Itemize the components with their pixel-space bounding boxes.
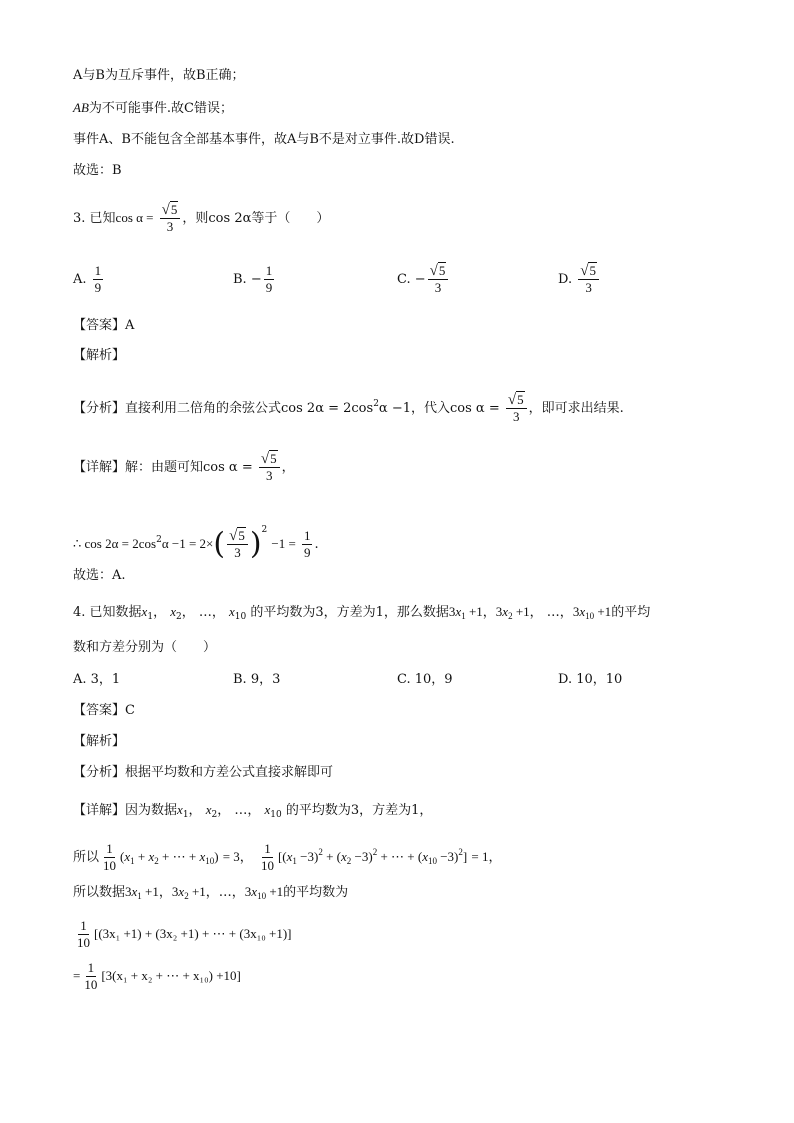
option-label: A. xyxy=(73,272,87,287)
q3-given-den: 3 xyxy=(166,219,174,234)
q4-so-line: 所以 $\frac{1}{10}$ ($x_1 + x_2$ + ⋯ + $x_{10}) = 3$， $\frac{1}{10}$ [$(x_1 -3)^2 + (x_2 -3)^2$ + ⋯ + $(x_{10} -3)^2] = 1$， xyxy=(73,841,502,873)
answer-tag: 【答案】 xyxy=(73,703,126,718)
option-label: D. xyxy=(558,272,573,287)
option-a-num: 1 xyxy=(94,263,102,278)
q4-stem-1: 4. 已知数据 xyxy=(73,605,142,620)
so-text: 所以 xyxy=(73,850,100,865)
calc-end: −1 = xyxy=(271,536,296,551)
line-d-wrong: 事件A、B不能包含全部基本事件，故A与B不是对立事件.故D错误. xyxy=(73,132,455,147)
q4-stem-2: 的平均数为3，方差为1，那么数据 xyxy=(250,605,449,620)
answer-tag: 【答案】 xyxy=(73,318,126,333)
calc-prefix: ∴ cos 2α = 2cos xyxy=(73,536,157,551)
q3-option-c: C. − $\frac{√5}{3}$ xyxy=(397,262,450,298)
line-b-correct: A与B为互斥事件，故B正确； xyxy=(73,68,245,83)
q4-option-d: D. 10，10 xyxy=(558,672,623,687)
q4-detail: 【详解】因为数据$x_1$， $x_2$， …， $x_{10}$ 的平均数为3，方差为1， xyxy=(73,802,433,820)
frac-den-2: 10 xyxy=(260,858,274,873)
q3-given-fraction: $\frac{√5}{3}$ xyxy=(160,202,181,235)
frac-num: 1 xyxy=(106,841,113,856)
q3-cos-label: cos α = xyxy=(115,210,154,225)
q4-so2-line: 所以数据$3x_1 +1$，$3x_2 +1$，…，$3x_{10} +1$的平均数为 xyxy=(73,884,349,901)
fenxi-text-2: α −1，代入cos α = xyxy=(378,401,500,416)
fenxi-text: 根据平均数和方差公式直接求解即可 xyxy=(125,765,334,780)
line-c-text: 为不可能事件.故C错误； xyxy=(88,101,233,116)
calc-result-num: 1 xyxy=(303,528,311,543)
option-a-den: 9 xyxy=(94,280,102,295)
q3-stem-suffix: ，则cos 2α等于（ ） xyxy=(182,211,330,226)
q4-stem-line-1: 4. 已知数据$x_1$， $x_2$， …， $x_{10}$ 的平均数为3，方差为1，那么数据$3x_1 +1$，$3x_2 +1$， …，$3x_{10} +1$的平均 xyxy=(73,604,651,622)
q4-fenxi xyxy=(73,763,333,783)
detail-text-2: 的平均数为3，方差为1， xyxy=(285,803,433,818)
line-c-wrong xyxy=(73,98,233,119)
q4-stem-3: 的平均 xyxy=(611,605,651,620)
detail-end: ， xyxy=(281,460,295,475)
q3-conclusion: 故选：A. xyxy=(73,568,126,583)
detail-den: 3 xyxy=(265,468,273,483)
expr1-num: 1 xyxy=(80,918,87,933)
option-b-den: 9 xyxy=(265,280,273,295)
frac-den: 10 xyxy=(103,858,117,873)
q3-answer xyxy=(73,316,134,336)
option-c-radicand: 5 xyxy=(438,263,446,278)
expr2-den: 10 xyxy=(84,977,98,992)
option-d-radicand: 5 xyxy=(589,263,596,278)
q4-expr-2 xyxy=(73,956,241,997)
so-eq-2: = 1， xyxy=(471,849,502,864)
calc-radicand: 5 xyxy=(238,528,245,543)
expr2-num: 1 xyxy=(87,960,95,975)
q3-given-radicand: 5 xyxy=(170,202,178,217)
fenxi-radicand: 5 xyxy=(517,392,524,407)
expr1-den: 10 xyxy=(77,935,90,950)
answer-value: A xyxy=(125,318,135,333)
fenxi-tag: 【分析】 xyxy=(73,401,126,416)
q3-detail xyxy=(73,450,295,486)
option-label: B. xyxy=(233,272,247,287)
q3-option-b xyxy=(233,262,276,298)
ab-symbol: AB xyxy=(73,100,89,115)
so-eq-1: = 3， xyxy=(222,849,253,864)
detail-tag: 【详解】 xyxy=(73,803,126,818)
fenxi-text-3: ，即可求出结果. xyxy=(528,401,624,416)
calc-mid: α −1 = 2× xyxy=(161,536,214,551)
q4-option-c: C. 10，9 xyxy=(397,672,453,687)
q3-calculation: ∴ $\cos 2\alpha = 2\cos^2\alpha -1 = 2\times$( $\frac{√5}{3}$ )$^2$ −1 = $\frac{1}{9}$ . xyxy=(73,525,319,562)
fenxi-text-1: 直接利用二倍角的余弦公式cos 2α = 2cos xyxy=(125,401,374,416)
q3-stem-prefix: 3. 已知 xyxy=(73,211,116,226)
frac-num-2: 1 xyxy=(264,841,271,856)
q3-option-a xyxy=(73,262,105,298)
fenxi-tag: 【分析】 xyxy=(73,765,126,780)
expr1-body: [(3x₁ +1) + (3x₂ +1) + ⋯ + (3x₁₀ +1)] xyxy=(94,926,292,941)
detail-tag: 【详解】 xyxy=(73,460,126,475)
fenxi-den: 3 xyxy=(512,409,520,424)
expr2-eq: = xyxy=(73,968,81,983)
option-label: C. xyxy=(397,272,411,287)
so2-text: 所以数据 xyxy=(73,885,126,900)
expr2-body: [3(x₁ + x₂ + ⋯ + x₁₀) +10] xyxy=(101,968,241,983)
detail-radicand: 5 xyxy=(270,451,277,466)
option-c-den: 3 xyxy=(434,280,442,295)
fenxi-fraction: $\frac{√5}{3}$ xyxy=(506,392,527,425)
so2-end: 的平均数为 xyxy=(283,885,349,900)
option-d-den: 3 xyxy=(585,280,592,295)
detail-text: 解：由题可知cos α = xyxy=(125,460,253,475)
q4-analysis-tag: 【解析】 xyxy=(73,734,126,749)
line-choice-b: 故选：B xyxy=(73,163,122,178)
answer-value: C xyxy=(125,703,135,718)
q4-answer xyxy=(73,701,135,721)
q4-option-b: B. 9，3 xyxy=(233,672,281,687)
calc-result-den: 9 xyxy=(303,545,311,560)
option-b-num: 1 xyxy=(265,263,273,278)
q3-option-d: D. $\frac{√5}{3}$ xyxy=(558,262,601,298)
detail-text-1: 因为数据 xyxy=(125,803,178,818)
q3-analysis-tag: 【解析】 xyxy=(73,348,126,363)
q4-stem-line-2: 数和方差分别为（ ） xyxy=(73,640,217,655)
q3-stem xyxy=(73,200,329,237)
detail-fraction: $\frac{√5}{3}$ xyxy=(259,451,280,484)
option-b-sign: − xyxy=(250,272,262,287)
q3-fenxi: 【分析】直接利用二倍角的余弦公式$\cos 2\alpha = 2\cos^2\alpha -1$，代入cos α = $\frac{√5}{3}$ ，即可求出结果. xyxy=(73,392,624,424)
q4-option-a: A. 3，1 xyxy=(73,672,121,687)
q4-expr-1 xyxy=(73,914,292,955)
option-c-sign: − xyxy=(414,272,426,287)
calc-den: 3 xyxy=(234,545,241,560)
